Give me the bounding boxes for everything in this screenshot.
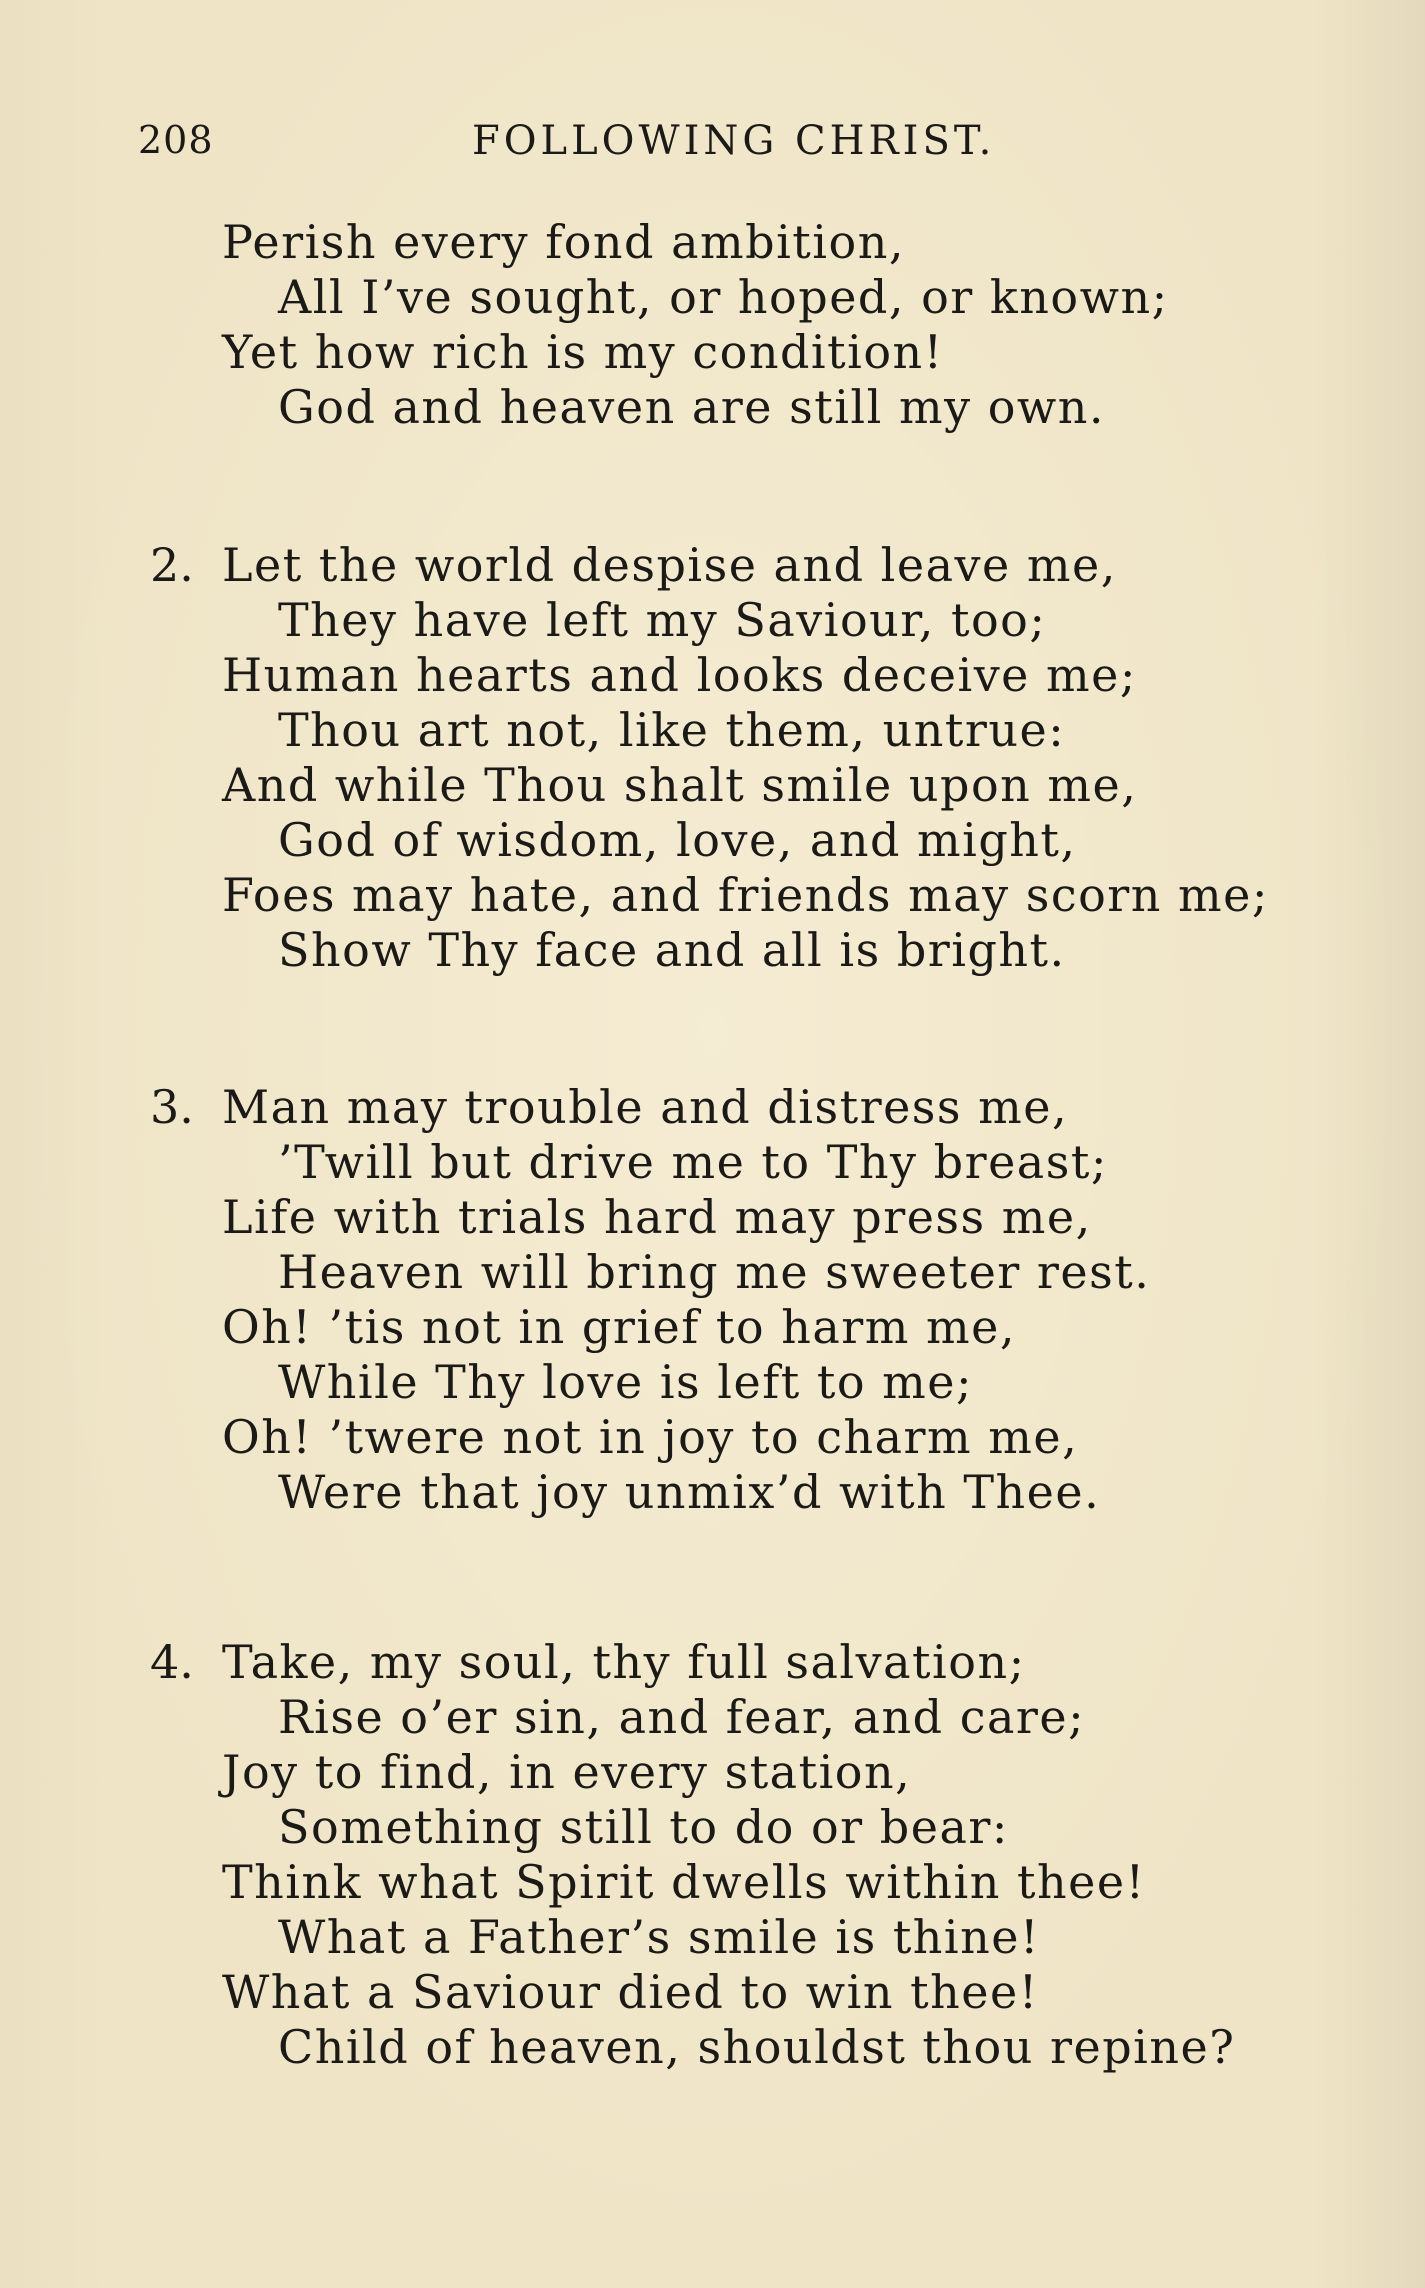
verse-line: All I’ve sought, or hoped, or known; [278,270,1169,324]
verse-line: Think what Spirit dwells within thee! [222,1855,1146,1909]
verse-line: ’Twill but drive me to Thy breast; [278,1135,1108,1189]
verse-line: Show Thy face and all is bright. [278,923,1066,977]
page-number: 208 [138,118,214,162]
running-title: FOLLOWING CHRIST. [472,118,996,164]
stanza-number: 3. [150,1080,194,1134]
verse-line: God of wisdom, love, and might, [278,813,1077,867]
verse-line: Were that joy unmix’d with Thee. [278,1465,1101,1519]
verse-line: Let the world despise and leave me, [222,538,1117,592]
verse-line: What a Father’s smile is thine! [278,1910,1040,1964]
verse-line: Thou art not, like them, untrue: [278,703,1066,757]
verse-line: Perish every fond ambition, [222,215,905,269]
verse-line: While Thy love is left to me; [278,1355,973,1409]
verse-line: Oh! ’twere not in joy to charm me, [222,1410,1079,1464]
verse-line: Something still to do or bear: [278,1800,1009,1854]
verse-line: Foes may hate, and friends may scorn me; [222,868,1269,922]
verse-line: Rise o’er sin, and fear, and care; [278,1690,1086,1744]
stanza-number: 4. [150,1635,194,1689]
verse-line: God and heaven are still my own. [278,380,1106,434]
verse-line: Life with trials hard may press me, [222,1190,1092,1244]
verse-line: Oh! ’tis not in grief to harm me, [222,1300,1016,1354]
verse-line: Joy to find, in every station, [222,1745,912,1799]
verse-line: What a Saviour died to win thee! [222,1965,1039,2019]
verse-line: Child of heaven, shouldst thou repine? [278,2020,1236,2074]
verse-line: Man may trouble and distress me, [222,1080,1069,1134]
verse-line: And while Thou shalt smile upon me, [222,758,1138,812]
stanza-number: 2. [150,538,194,592]
verse-line: Heaven will bring me sweeter rest. [278,1245,1151,1299]
verse-line: Take, my soul, thy full salvation; [222,1635,1026,1689]
verse-line: Yet how rich is my condition! [222,325,944,379]
verse-line: They have left my Saviour, too; [278,593,1047,647]
running-head [0,118,1425,168]
verse-line: Human hearts and looks deceive me; [222,648,1137,702]
